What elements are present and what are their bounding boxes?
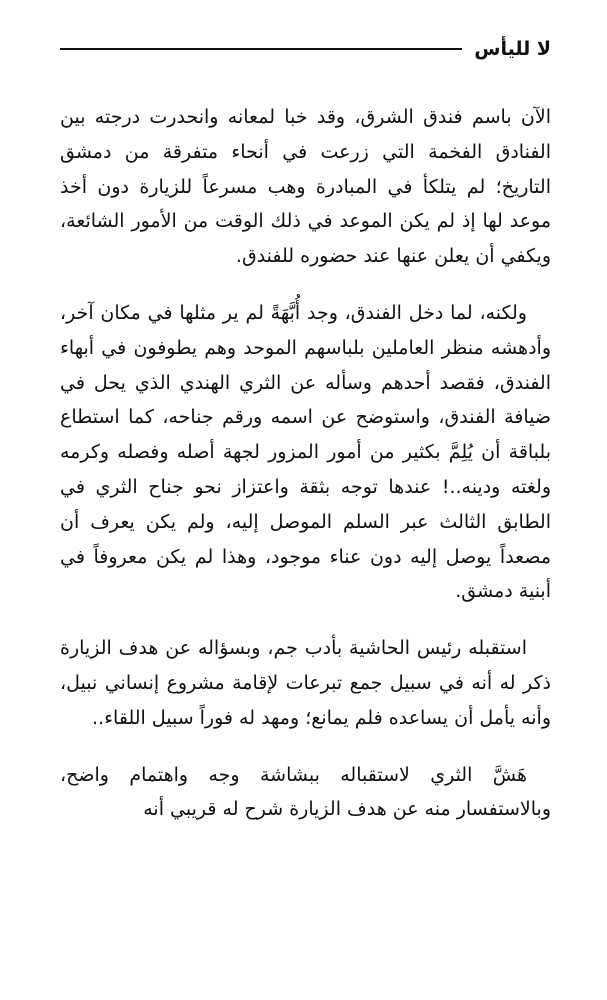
header-rule	[60, 48, 462, 50]
running-header	[60, 34, 551, 64]
chapter-title: لا لليأس	[474, 38, 551, 60]
paragraph: استقبله رئيس الحاشية بأدب جم، وبسؤاله عن هدف الزيارة ذكر له أنه في سبيل جمع تبرعات لإقامة مشروع إنساني نبيل، وأنه يأمل أن يساعده فلم يمانع؛ ومهد له فوراً سبيل اللقاء..	[60, 637, 551, 729]
paragraph: هَشَّ الثري لاستقباله ببشاشة وجه واهتمام واضح، وبالاستفسار منه عن هدف الزيارة شرح له قريبي أنه	[60, 763, 551, 821]
paragraph: ولكنه، لما دخل الفندق، وجد أُبَّهَةً لم ير مثلها في مكان آخر، وأدهشه منظر العاملين بلباسهم الموحد وهم يطوفون في أبهاء الفندق، فقصد أحدهم وسأله عن الثري الهندي الذي يحل في ضيافة الفندق، واستوضح عن اسمه ورقم جناحه، كما استطاع بلباقة أن يُلِمَّ بكثير من أمور المزور لجهة أصله وفصله وكرمه ولغته ودينه..! عندها توجه بثقة واعتزاز نحو جناح الثري في الطابق الثالث عبر السلم الموصل إليه، ولم يكن يعرف أن مصعداً يوصل إليه دون عناء موجود، وهذا لم يكن معروفاً في أبنية دمشق.	[60, 301, 551, 603]
paragraph: الآن باسم فندق الشرق، وقد خبا لمعانه وانحدرت درجته بين الفنادق الفخمة التي زرعت في أنحاء متفرقة من دمشق التاريخ؛ لم يتلكأ في المبادرة وهب مسرعاً للزيارة دون أخذ موعد لها إذ لم يكن الموعد في ذلك الوقت من الأمور الشائعة، ويكفي أن يعلن عنها عند حضوره للفندق.	[60, 106, 551, 268]
body-text	[60, 100, 551, 827]
